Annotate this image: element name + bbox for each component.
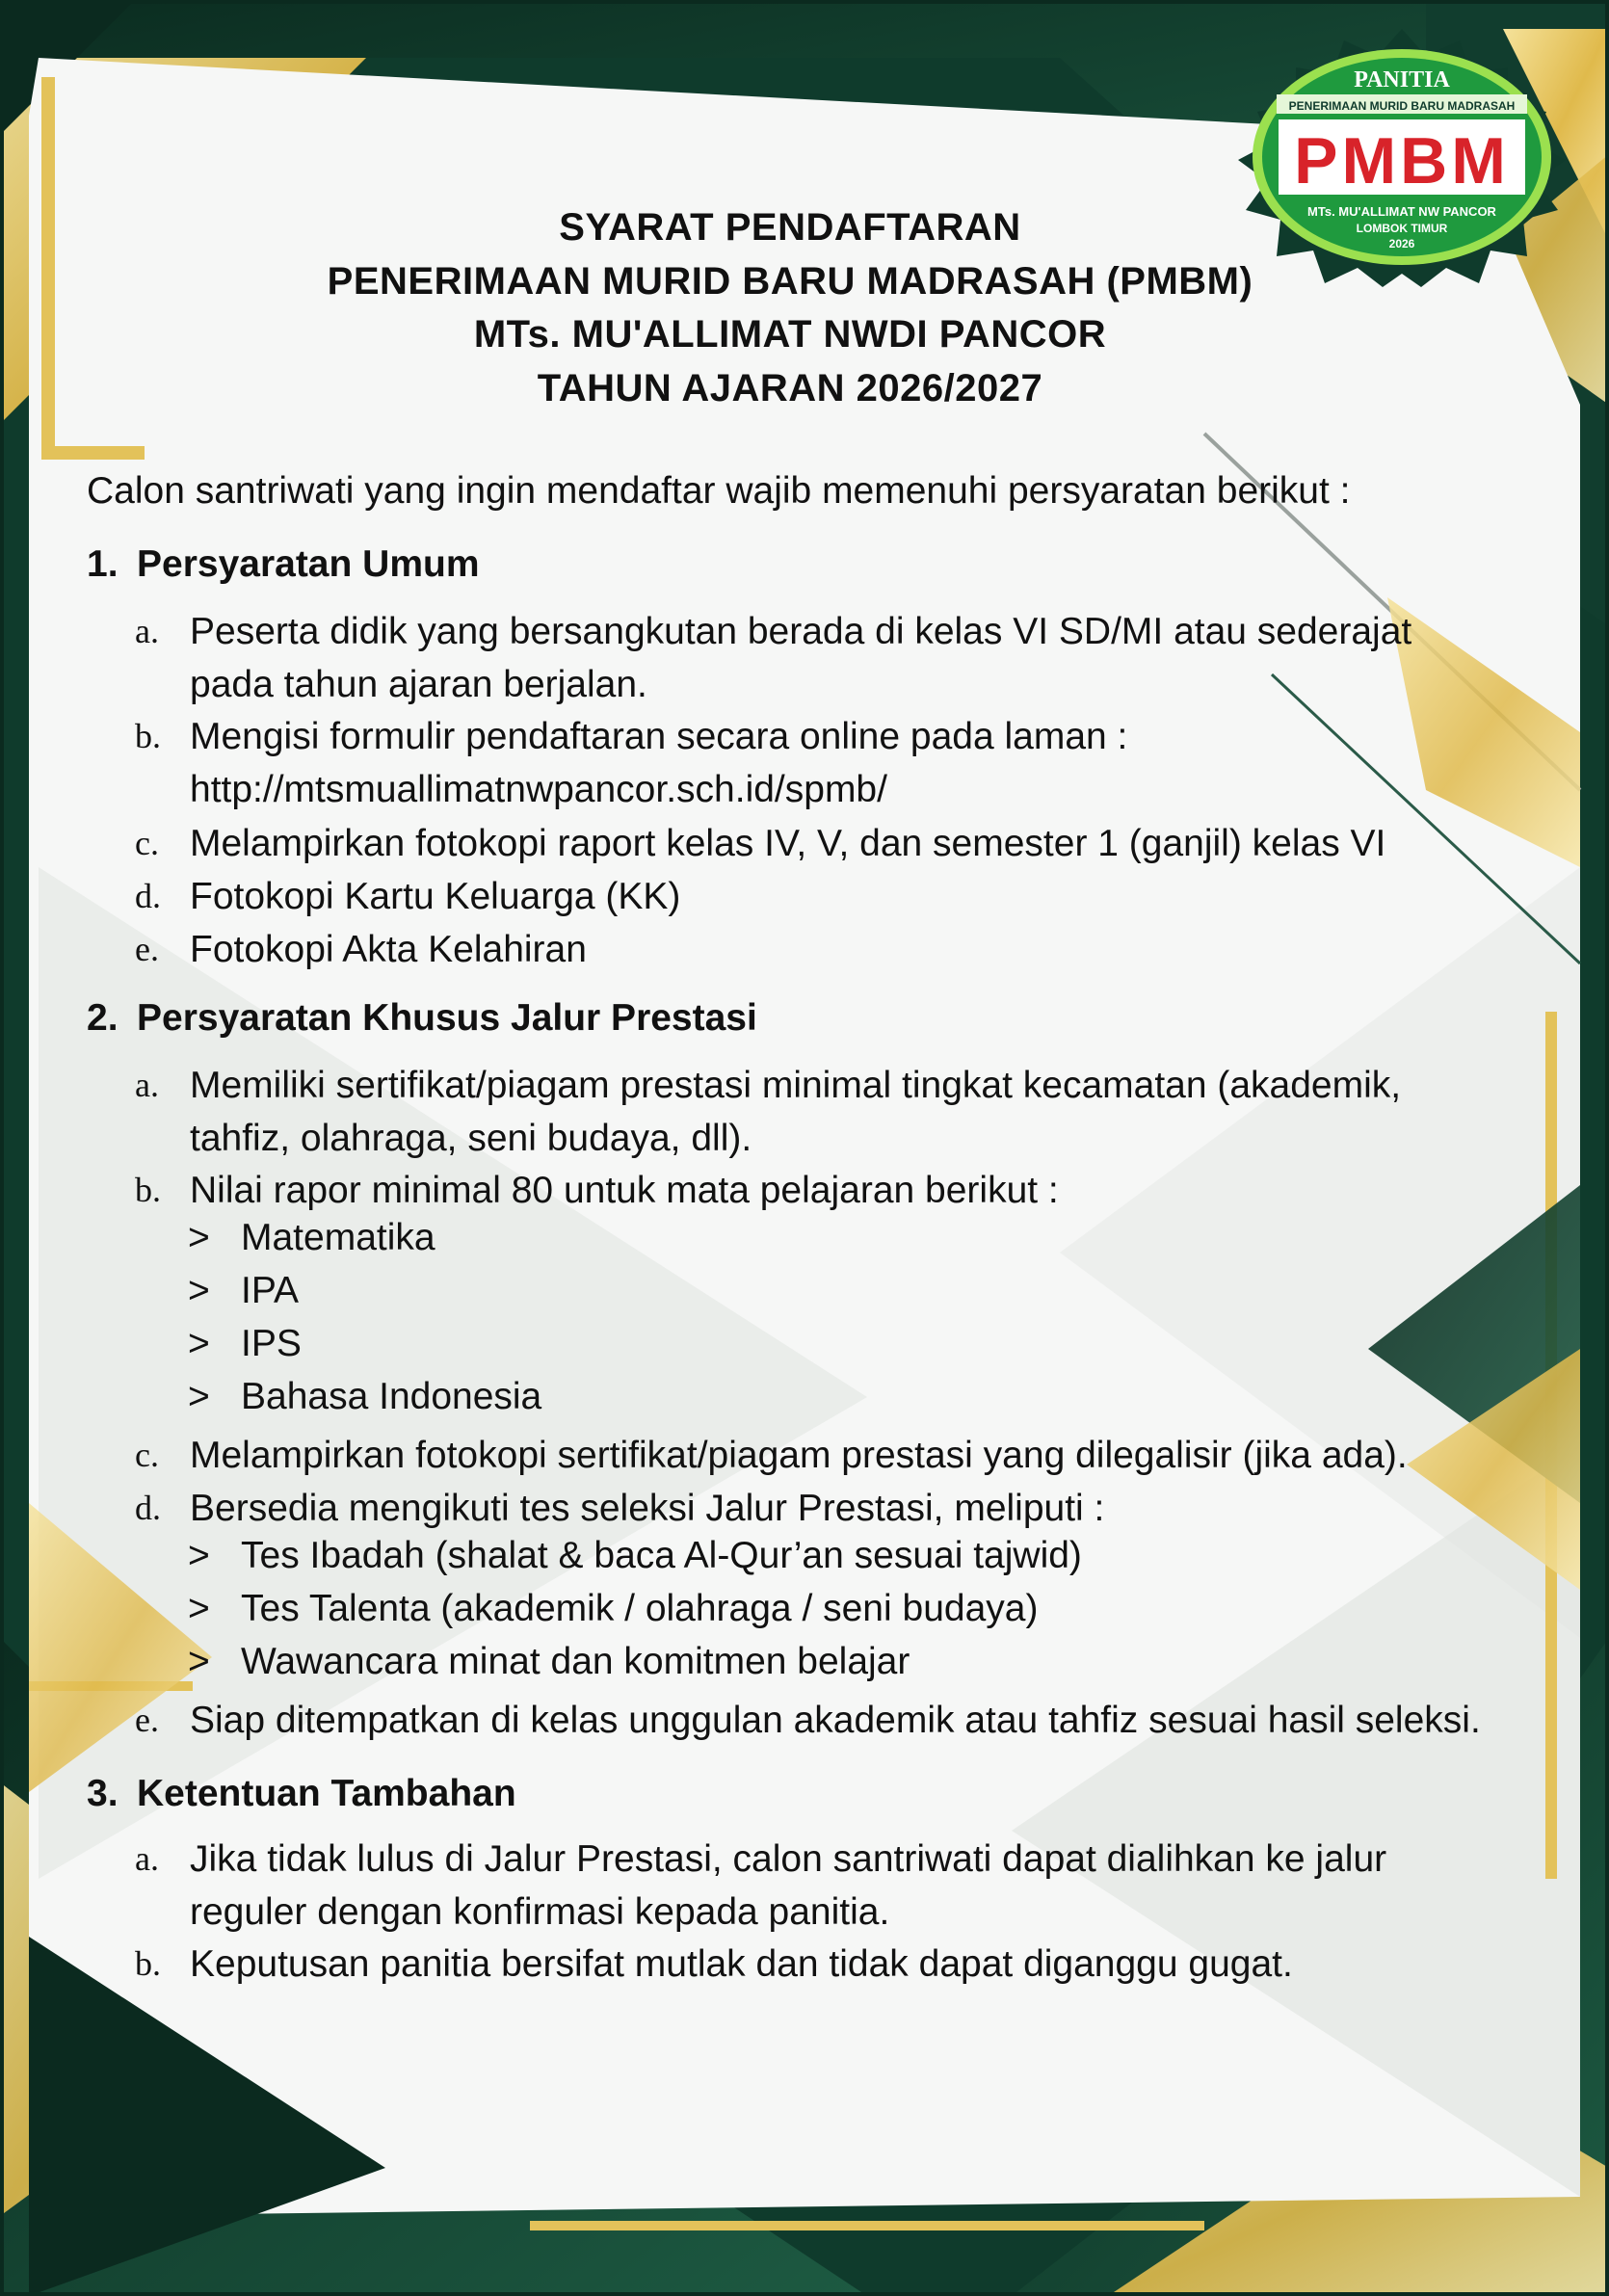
logo-region: LOMBOK TIMUR (1356, 222, 1448, 235)
item-text: Mengisi formulir pendaftaran secara online pada laman : (190, 716, 1128, 757)
bullet-text: IPA (241, 1270, 299, 1311)
item-text: Peserta didik yang bersangkutan berada di kelas VI SD/MI atau sederajat pada tahun ajaran berjalan. (190, 611, 1412, 705)
item-marker: b. (135, 717, 161, 755)
bullet-item (188, 1588, 1038, 1630)
bullet-text: IPS (241, 1323, 302, 1364)
item-marker: c. (135, 824, 159, 862)
item-text: Siap ditempatkan di kelas unggulan akademik atau tahfiz sesuai hasil seleksi. (190, 1700, 1481, 1741)
logo-brand: PMBM (1294, 124, 1510, 198)
logo-subtitle: PENERIMAAN MURID BARU MADRASAH (1288, 99, 1516, 113)
item-text: Memiliki sertifikat/piagam prestasi minimal tingkat kecamatan (akademik, tahfiz, olahraga, seni budaya, dll). (190, 1065, 1402, 1159)
bullet-text: Bahasa Indonesia (241, 1376, 542, 1417)
item-text: Keputusan panitia bersifat mutlak dan tidak dapat diganggu gugat. (190, 1943, 1293, 1985)
list-item (135, 1482, 1503, 1535)
item-marker: b. (135, 1944, 161, 1983)
bullet-marker: > (188, 1588, 210, 1629)
section-heading-tambahan (87, 1773, 516, 1815)
section-number: 1. (87, 543, 119, 585)
logo-school: MTs. MU'ALLIMAT NW PANCOR (1307, 204, 1496, 219)
bullet-marker: > (188, 1535, 210, 1576)
list-item (135, 1938, 1503, 1991)
section-title: Persyaratan Khusus Jalur Prestasi (137, 997, 757, 1039)
item-marker: d. (135, 1489, 161, 1527)
section-title: Persyaratan Umum (137, 543, 480, 585)
list-item (135, 923, 1503, 976)
item-marker: e. (135, 930, 159, 968)
page-title-line-1: SYARAT PENDAFTARAN (559, 206, 1021, 249)
section-heading-umum (87, 543, 480, 586)
bullet-text: Wawancara minat dan komitmen belajar (241, 1641, 910, 1682)
bullet-item (188, 1217, 435, 1259)
section-heading-prestasi (87, 997, 757, 1040)
item-marker: c. (135, 1436, 159, 1474)
item-marker: e. (135, 1701, 159, 1739)
bullet-text: Matematika (241, 1217, 435, 1258)
list-item (135, 1694, 1503, 1747)
list-item (135, 1429, 1503, 1482)
section-number: 3. (87, 1773, 119, 1814)
list-item (135, 817, 1503, 870)
section-title: Ketentuan Tambahan (137, 1773, 516, 1814)
logo-panitia-text: PANITIA (1354, 67, 1450, 92)
logo-year: 2026 (1388, 237, 1415, 251)
item-text: Melampirkan fotokopi sertifikat/piagam prestasi yang dilegalisir (jika ada). (190, 1435, 1408, 1476)
item-marker: d. (135, 877, 161, 915)
page-title-line-3: MTs. MU'ALLIMAT NWDI PANCOR (473, 313, 1107, 356)
intro-text: Calon santriwati yang ingin mendaftar wajib memenuhi persyaratan berikut : (87, 470, 1351, 512)
bullet-marker: > (188, 1641, 210, 1682)
bullet-marker: > (188, 1376, 210, 1417)
registration-link[interactable]: http://mtsmuallimatnwpancor.sch.id/spmb/ (190, 769, 887, 810)
item-marker: b. (135, 1171, 161, 1209)
item-marker: a. (135, 612, 159, 650)
list-item (135, 1164, 1503, 1217)
list-item (135, 605, 1503, 711)
bullet-marker: > (188, 1270, 210, 1311)
bullet-text: Tes Talenta (akademik / olahraga / seni budaya) (241, 1588, 1039, 1629)
bullet-item (188, 1270, 299, 1312)
bullet-marker: > (188, 1217, 210, 1258)
bullet-item (188, 1376, 541, 1418)
item-marker: a. (135, 1066, 159, 1104)
item-text: Melampirkan fotokopi raport kelas IV, V, dan semester 1 (ganjil) kelas VI (190, 823, 1386, 864)
page-title-line-2: PENERIMAAN MURID BARU MADRASAH (PMBM) (327, 260, 1253, 303)
list-item (135, 710, 1503, 816)
item-text: Bersedia mengikuti tes seleksi Jalur Prestasi, meliputi : (190, 1488, 1105, 1529)
item-text: Jika tidak lulus di Jalur Prestasi, calon santriwati dapat dialihkan ke jalur reguler dengan konfirmasi kepada panitia. (190, 1838, 1387, 1933)
item-marker: a. (135, 1839, 159, 1878)
list-item (135, 870, 1503, 923)
item-text: Fotokopi Akta Kelahiran (190, 929, 587, 970)
bullet-item (188, 1641, 910, 1683)
bullet-item (188, 1323, 302, 1365)
item-text: Nilai rapor minimal 80 untuk mata pelajaran berikut : (190, 1170, 1059, 1211)
section-number: 2. (87, 997, 119, 1039)
bullet-marker: > (188, 1323, 210, 1364)
page-title-line-4: TAHUN AJARAN 2026/2027 (537, 367, 1043, 409)
bullet-item (188, 1535, 1082, 1577)
item-text: Fotokopi Kartu Keluarga (KK) (190, 876, 681, 917)
bullet-text: Tes Ibadah (shalat & baca Al-Qur’an sesuai tajwid) (241, 1535, 1082, 1576)
list-item (135, 1059, 1503, 1165)
list-item (135, 1833, 1503, 1939)
